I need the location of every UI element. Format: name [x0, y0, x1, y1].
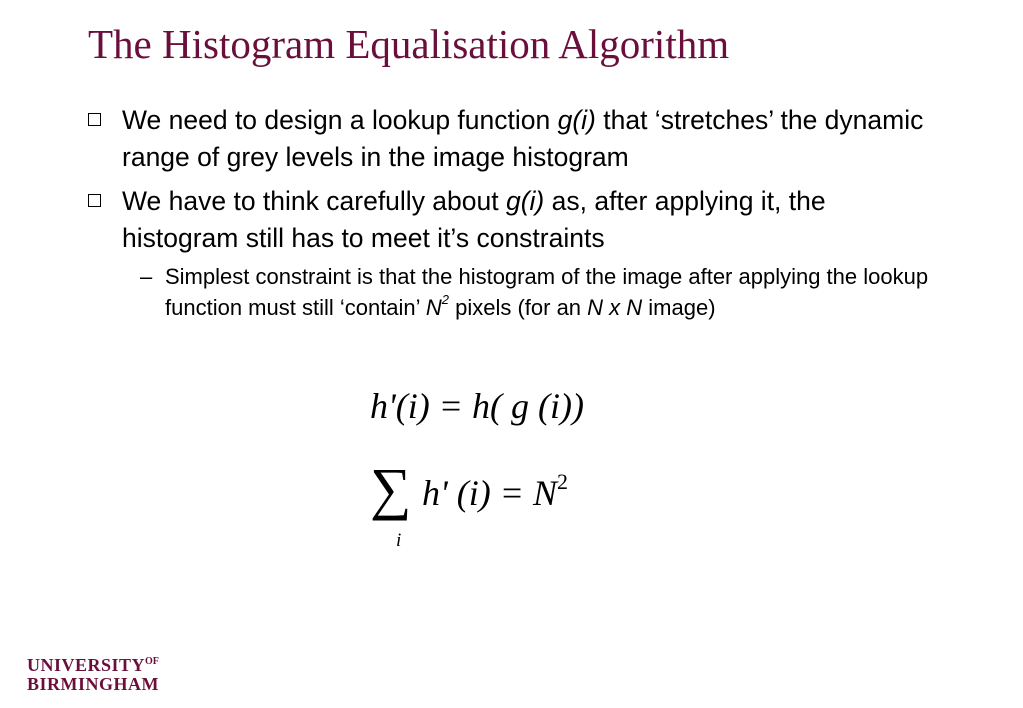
bullet-item-2 [86, 183, 936, 257]
equation-1-text: h'(i) = h( g (i)) [370, 386, 584, 426]
bullet-2-text-a: We have to think carefully about [122, 186, 506, 216]
square-bullet-icon [88, 113, 101, 126]
university-logo [27, 652, 159, 694]
sub-text-c: image) [642, 295, 716, 320]
sub-bullet-item [86, 261, 936, 323]
slide-title: The Histogram Equalisation Algorithm [88, 21, 730, 67]
dash-bullet: – [140, 264, 153, 289]
sub-text-b: pixels (for an [448, 295, 588, 320]
logo-of: OF [145, 656, 159, 667]
bullet-1-text-a: We need to design a lookup function [122, 105, 558, 135]
logo-line-1: UNIVERSITY [27, 655, 146, 675]
sub-n-power: 2 [441, 292, 449, 307]
equation-2-body [422, 469, 568, 514]
logo-line-2: BIRMINGHAM [27, 674, 159, 694]
equation-mapping [370, 385, 584, 427]
bullet-2-text-b: as, after applying it, the histogram still has to meet it’s constraints [122, 186, 826, 253]
sub-n-var: N [425, 295, 442, 320]
sub-text-a: Simplest constraint is that the histogram of the image after applying the lookup function must still ‘contain’ [165, 264, 929, 320]
bullet-1-g-function: g(i) [557, 105, 596, 135]
bullet-item-1 [86, 102, 936, 176]
bullet-list [86, 102, 936, 323]
bullet-1-text-b: that ‘stretches’ the dynamic range of grey levels in the image histogram [122, 105, 924, 172]
summation-symbol: ∑ [370, 456, 412, 521]
equation-2-power: 2 [556, 469, 568, 494]
bullet-2-g-function: g(i) [505, 186, 545, 216]
square-bullet-icon [88, 194, 101, 207]
summation-index: i [396, 530, 402, 551]
sub-nxn: N x N [587, 295, 643, 320]
equation-2-text: h' (i) = N [422, 473, 557, 513]
